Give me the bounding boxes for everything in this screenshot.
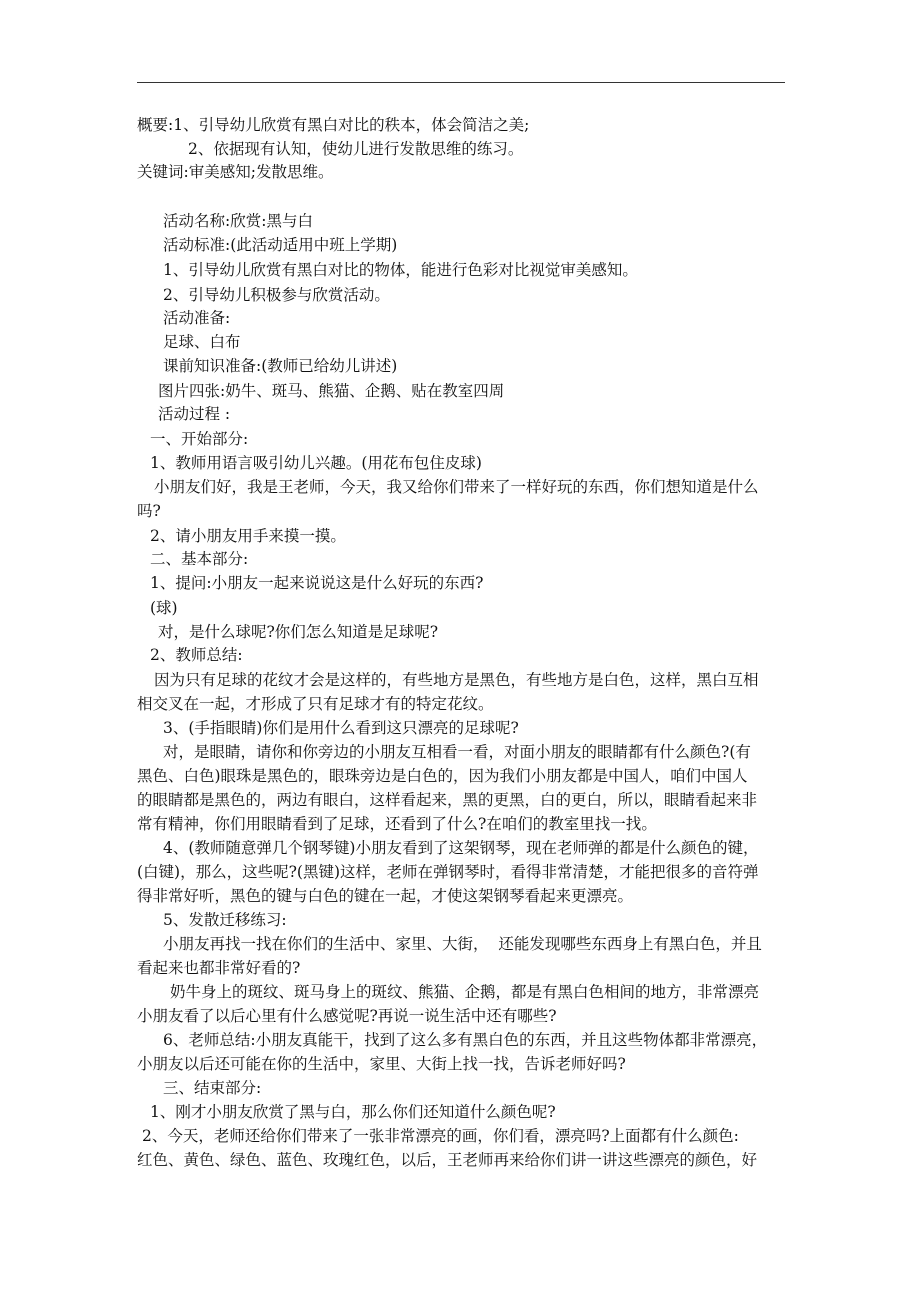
part1-step-1: 1、教师用语言吸引幼儿兴趣。(用花布包住皮球) (150, 454, 482, 472)
part2-answer-1: (球) (150, 599, 178, 617)
activity-standard: 活动标准:(此活动适用中班上学期) (163, 236, 398, 254)
part1-speech-line-1: 小朋友们好，我是王老师，今天，我又给你们带来了一样好玩的东西，你们想知道是什么 (154, 478, 759, 496)
part2-animals-line-2: 小朋友看了以后心里有什么感觉呢?再说一说生活中还有哪些? (137, 1007, 557, 1025)
activity-name: 活动名称:欣赏:黑与白 (163, 212, 313, 230)
activity-pictures: 图片四张:奶牛、斑马、熊猫、企鹅、贴在教室四周 (158, 382, 505, 400)
part2-question-3: 3、(手指眼睛)你们是用什么看到这只漂亮的足球呢? (163, 719, 519, 737)
part2-eyes-line-3: 的眼睛都是黑色的，两边有眼白，这样看起来，黑的更黑，白的更白，所以，眼睛看起来非 (137, 791, 758, 809)
activity-goal-2: 2、引导幼儿积极参与欣赏活动。 (163, 286, 390, 304)
part2-piano-line-3: 得非常好听，黑色的键与白色的键在一起，才使这架钢琴看起来更漂亮。 (137, 887, 634, 905)
activity-goal-1: 1、引导幼儿欣赏有黑白对比的物体，能进行色彩对比视觉审美感知。 (163, 261, 638, 279)
part2-summary-title: 2、教师总结: (150, 646, 243, 664)
part2-animals-line-1: 奶牛身上的斑纹、斑马身上的斑纹、熊猫、企鹅，都是有黑白色相间的地方，非常漂亮 (170, 983, 760, 1001)
part1-speech-line-2: 吗? (137, 502, 161, 520)
part3-painting-line-1: 2、今天，老师还给你们带来了一张非常漂亮的画，你们看，漂亮吗?上面都有什么颜色: (142, 1127, 739, 1145)
part2-piano-line-2: (白键)，那么，这些呢?(黑键)这样，老师在弹钢琴时，看得非常清楚，才能把很多的音符弹 (137, 863, 759, 881)
part2-practice-line-2: 看起来也都非常好看的? (137, 959, 301, 977)
part2-teacher-summary-line-1: 6、老师总结:小朋友真能干，找到了这么多有黑白色的东西，并且这些物体都非常漂亮， (163, 1031, 768, 1049)
part3-title: 三、结束部分: (163, 1079, 262, 1097)
keywords-line: 关键词:审美感知;发散思维。 (137, 163, 334, 181)
part3-painting-line-2: 红色、黄色、绿色、蓝色、玫瑰红色，以后，王老师再来给你们讲一讲这些漂亮的颜色，好 (137, 1151, 758, 1169)
part2-teacher-summary-line-2: 小朋友以后还可能在你的生活中，家里、大街上找一找，告诉老师好吗? (137, 1055, 626, 1073)
part1-step-2: 2、请小朋友用手来摸一摸。 (150, 527, 346, 545)
part2-eyes-line-4: 常有精神，你们用眼睛看到了足球，还看到了什么?在咱们的教室里找一找。 (137, 815, 657, 833)
part2-summary-line-2: 相交叉在一起，才形成了只有足球才有的特定花纹。 (137, 695, 494, 713)
part2-practice-line-1: 小朋友再找一找在你们的生活中、家里、大街， 还能发现哪些东西身上有黑白色，并且 (163, 935, 762, 953)
activity-prep-title: 活动准备: (163, 309, 231, 327)
summary-line-1: 概要:1、引导幼儿欣赏有黑白对比的秩本，体会简洁之美; (137, 116, 530, 134)
part2-question-1: 1、提问:小朋友一起来说说这是什么好玩的东西? (150, 574, 484, 592)
summary-line-2: 2、依据现有认知，使幼儿进行发散思维的练习。 (188, 140, 524, 158)
part2-eyes-line-1: 对，是眼睛，请你和你旁边的小朋友互相看一看，对面小朋友的眼睛都有什么颜色?(有 (163, 743, 751, 761)
part1-title: 一、开始部分: (150, 430, 249, 448)
activity-process: 活动过程 : (158, 405, 231, 423)
part2-summary-line-1: 因为只有足球的花纹才会是这样的，有些地方是黑色，有些地方是白色，这样，黑白互相 (154, 671, 759, 689)
part2-question-1b: 对，是什么球呢?你们怎么知道是足球呢? (158, 623, 439, 641)
part2-title: 二、基本部分: (150, 550, 249, 568)
part2-eyes-line-2: 黑色、白色)眼珠是黑色的，眼珠旁边是白色的，因为我们小朋友都是中国人，咱们中国人 (137, 767, 748, 785)
activity-prep-items: 足球、白布 (163, 333, 241, 351)
activity-prior-knowledge: 课前知识准备:(教师已给幼儿讲述) (163, 357, 398, 375)
part2-piano-line-1: 4、(教师随意弹几个钢琴键)小朋友看到了这架钢琴，现在老师弹的都是什么颜色的键， (163, 839, 759, 857)
part3-question-1: 1、刚才小朋友欣赏了黑与白，那么你们还知道什么颜色呢? (150, 1103, 556, 1121)
header-rule (137, 82, 785, 83)
part2-practice-title: 5、发散迁移练习: (163, 911, 287, 929)
